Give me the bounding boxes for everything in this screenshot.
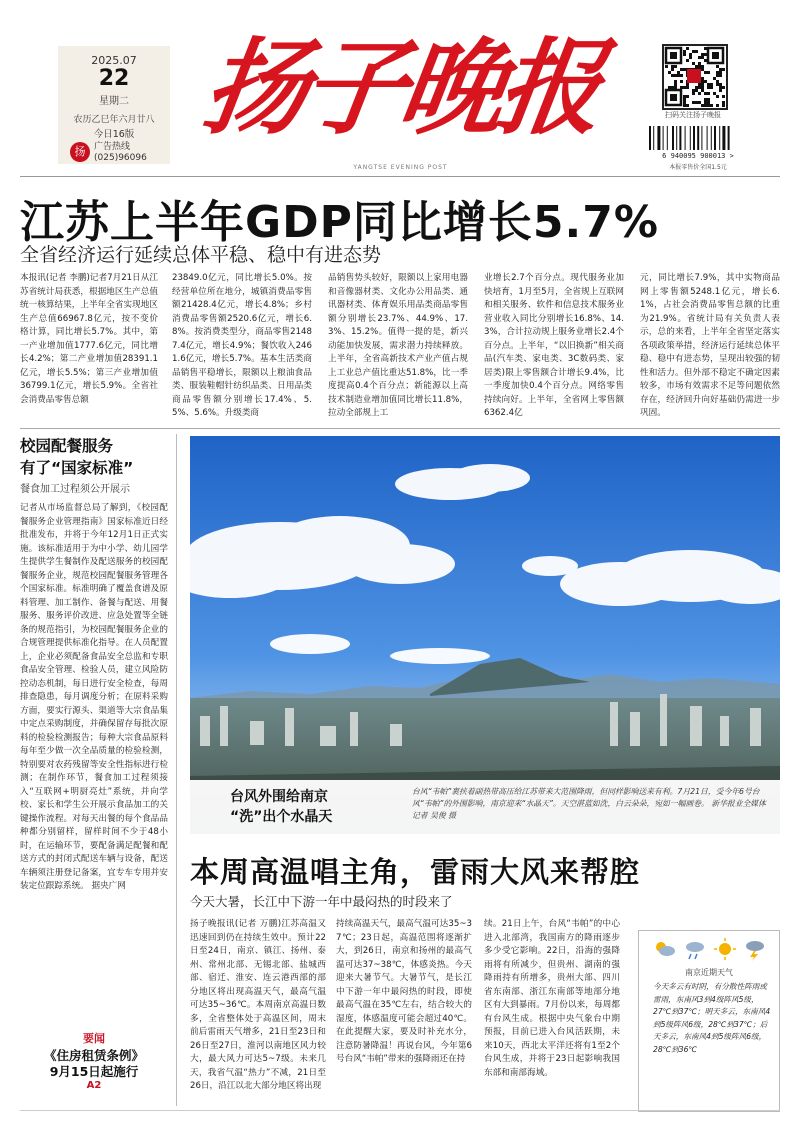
divider xyxy=(20,1110,780,1111)
divider xyxy=(20,176,780,177)
barcode-digits: 6 940095 900013 > xyxy=(662,152,734,160)
barcode-icon xyxy=(648,126,746,150)
weather-headline[interactable]: 本周高温唱主角，雷雨大风来帮腔 xyxy=(190,855,641,889)
city-skyline-photo[interactable] xyxy=(190,436,780,834)
photo-caption-title[interactable]: “洗”出个水晶天 xyxy=(230,809,333,825)
weather-subhead: 今天大暑，长江中下游一年中最闷热的时段来了 xyxy=(190,894,453,909)
date-box xyxy=(58,46,170,164)
partly-cloudy-icon xyxy=(656,942,675,956)
date-day: 22 xyxy=(98,66,130,91)
price-note: 本报零售价全国1.5元 xyxy=(669,164,727,171)
page-count: 今日16版 xyxy=(93,129,135,140)
weather-body-column: 扬子晚报讯(记者 万鹏)江苏高温又迅速回到仍在持续生效中。预计22日至24日，南京、镇江、扬州、泰州、常州北部、无锡北部、盐城西部、宿迁、淮安、连云港西部的部分地区将出现高温天气，最高气温可达35~36℃。本周南京高温日数多，全省整体处于高温区间，周末前后雷雨天气增多，21日至23日和26日至27日，淮河以南地区风力较大，最大风力可达5~7级。未来几天，我省气温“热力”不减，21日至26日，沿江以北大部分地区将出现 xyxy=(190,919,326,1091)
thunderstorm-icon xyxy=(746,941,764,961)
left-story-body: 记者从市场监督总局了解到，《校园配餐服务企业管理指南》国家标准近日经批准发布，并将于今年12月1日正式实施。该标准适用于为中小学、幼儿园学生提供学生餐制作及配送服务的校园配餐服务企业，规范校园配餐服务管理各个国家标准。标准明确了覆盖食谱及原料管理、加工制作、备餐与配送、用餐服务、服务评价改进、应急处置等全链条的规范指引，为校园配餐服务企业的合规管理提供标准化指导。在人员配置上，企业必须配备食品安全总监和专职食品安全管理、检验人员，建立风险防控动态机制，每日进行安全检查，每周排查隐患，每月调度分析；在原料采购方面，要实行源头、渠道等大宗食品集中定点采购制度，并确保留存每批次原料的检验检测报告；每种大宗食品原料每年至少做一次全品质量的检验检测，特别要对农药残留等安全性指标进行检测；在制作环节，餐食加工过程须接入“互联网+明厨亮灶”系统，并向学校、家长和学生公开展示食品加工的关键操作流程。对每天出餐的每个食品品种都分别留样，留样时间不少于48小时，在运输环节，要配备满足配餐和配送方式的封闭式配送车辆与设备，配送车辆须注册登记备案，宜专车专用并安装定位跟踪系统。 据央广网 xyxy=(20,503,168,891)
weather-icons xyxy=(651,937,769,961)
left-story-subhead: 餐食加工过程须公开展示 xyxy=(20,484,130,495)
lead-body-column: 品销售势头较好，限额以上家用电器和音像器材类、文化办公用品类、通讯器材类、体育娱乐用品类商品零售额分别增长23.7%、44.9%、17.3%、15.2%。值得一提的是，新兴动能加快发展，需求潜力持续释放。上半年，全省高新技术产业产值占规上工业总产值比重达51.8%，比一季度提高0.4个百分点；新能源以上高技术制造业增加值同比增长11.8%，拉动全部规上工 xyxy=(328,273,468,418)
weekday: 星期二 xyxy=(99,96,129,107)
photo-caption-title[interactable]: 台风外围给南京 xyxy=(230,789,328,805)
hotline-label: 广告热线 xyxy=(94,142,131,152)
qr-caption: 扫码关注扬子晚报 xyxy=(665,111,721,119)
section-label: 要闻 xyxy=(83,1032,105,1045)
left-story-headline[interactable]: 校园配餐服务 xyxy=(20,437,114,455)
masthead-title: 扬子晚报 xyxy=(195,26,606,149)
hotline-number: (025)96096 xyxy=(94,153,147,163)
qr-code-icon[interactable] xyxy=(662,44,728,110)
lead-body-column: 业增长2.7个百分点。现代服务业加快培育，1月至5月，全省规上互联网和相关服务、软件和信息技术服务业营业收入同比分别增长16.8%、14.3%，合计拉动规上服务业增长2.4个百分点。上半年，“以旧换新”相关商品(汽车类、家电类、3C数码类、家居类)限上零售额合计增长9.4%，比一季度加快0.4个百分点。网络零售持续向好。上半年，全省网上零售额6362.4亿 xyxy=(484,273,624,418)
ad-hotline xyxy=(94,142,147,164)
lunar-date: 农历乙巳年六月廿八 xyxy=(73,115,155,125)
weather-body-column: 持续高温天气，最高气温可达35~37℃；23日起，高温范围将逐渐扩大，到26日，南京和扬州的最高气温可达37~38℃，体感炎热。今天迎来大暑节气。大暑节气，是长江中下游一年中最闷热的时段，即使最高气温在35℃左右，结合较大的湿度，体感温度可能会超过40℃。在此提醒大家，要及时补充水分，注意防暑降温！再说台风，今年第6号台风“韦帕”带来的强降雨还在持 xyxy=(336,919,472,1064)
lead-headline[interactable]: 江苏上半年GDP同比增长5.7% xyxy=(20,197,659,248)
divider xyxy=(20,428,780,429)
rain-icon xyxy=(686,942,704,959)
left-story-headline[interactable]: 有了“国家标准” xyxy=(20,459,134,477)
weather-body-column: 续。21日上午，台风“韦帕”的中心进入北部湾，我国南方的降雨逐步多少受它影响。22日，沿海的强降雨将有所减少，但贵州、湖南的强降雨持有所增多，贵州大部、四川省东南部、浙江东南部等地部分地区有大到暴雨。7月份以来，每周都有台风生成。根据中央气象台中期预报，目前已进入台风活跃期，未来10天，西北太平洋还将有1至2个台风生成，并将于23日起影响我国东部和南部海域。 xyxy=(484,919,620,1078)
lead-subhead: 全省经济运行延续总体平稳、稳中有进态势 xyxy=(20,244,382,266)
masthead-subtitle: YANGTSE EVENING POST xyxy=(353,164,448,171)
lead-body-column: 23849.0亿元，同比增长5.0%。按经营单位所在地分，城镇消费品零售额21428.4亿元，增长4.8%；乡村消费品零售额2520.6亿元，增长6.8%。按消费类型分，商品零售21487.4亿元，增长4.9%；餐饮收入2461.6亿元，增长5.7%。基本生活类商品销售平稳增长，限额以上粮油食品类、服装鞋帽针纺织品类、日用品类商品零售额分别增长17.4%、5.5%、5.6%。升级类商 xyxy=(172,273,312,418)
date-year-month: 2025.07 xyxy=(91,54,137,67)
weather-forecast-box xyxy=(638,930,780,1112)
newspaper-logo-icon: 扬 xyxy=(70,142,90,162)
lead-body-column: 元，同比增长7.9%，其中实物商品网上零售额5248.1亿元，增长6.1%，占社会消费品零售总额的比重为21.9%。省统计局有关负责人表示，总的来看，上半年全省坚定落实各项政策举措，经济运行延续总体平稳、稳中有进态势，呈现出较强的韧性和活力。但外部不稳定不确定因素较多，市场有效需求不足等问题依然存在，经济回升向好基础仍需进一步巩固。 xyxy=(640,273,780,418)
sunny-icon xyxy=(714,938,736,960)
teaser-title[interactable]: 《住房租赁条例》 xyxy=(43,1048,144,1063)
teaser-date[interactable]: 9月15日起施行 xyxy=(49,1064,139,1079)
weather-box-label: 南京近期天气 xyxy=(685,968,733,977)
photo-caption-text: 台风“韦帕”裹挟着副热带高压给江苏带来大范围降雨，但同样影响送来有利。7月21日，受今年6号台风“韦帕”的外围影响，南京迎来“水晶天”。天空湛蓝如洗，白云朵朵，宛如一幅画卷。 新华报业全媒体记者 吴俊 摄 xyxy=(412,787,766,820)
lead-body-column: 本报讯(记者 李鹏)记者7月21日从江苏省统计局获悉，根据地区生产总值统一核算结果，上半年全省实现地区生产总值66967.8亿元，按不变价格计算，同比增长5.7%。其中，第一产业增加值1777.6亿元，同比增长4.2%；第二产业增加值28391.1亿元，增长5.5%；第三产业增加值36799.1亿元，增长5.9%。全省社会消费品零售总额 xyxy=(20,273,158,405)
teaser-page-ref[interactable]: A2 xyxy=(86,1080,102,1091)
masthead xyxy=(178,18,623,171)
weather-forecast-text: 今天多云有时阴，有分散性阵雨或雷雨，东南风3到4级阵风5级，27℃到37℃；明天多云，东南风4到5级阵风6级，28℃到37℃；后天多云，东南风4到5级阵风6级，28℃到36℃ xyxy=(653,982,771,1054)
skyline-image xyxy=(190,436,780,834)
column-divider xyxy=(176,434,177,1106)
